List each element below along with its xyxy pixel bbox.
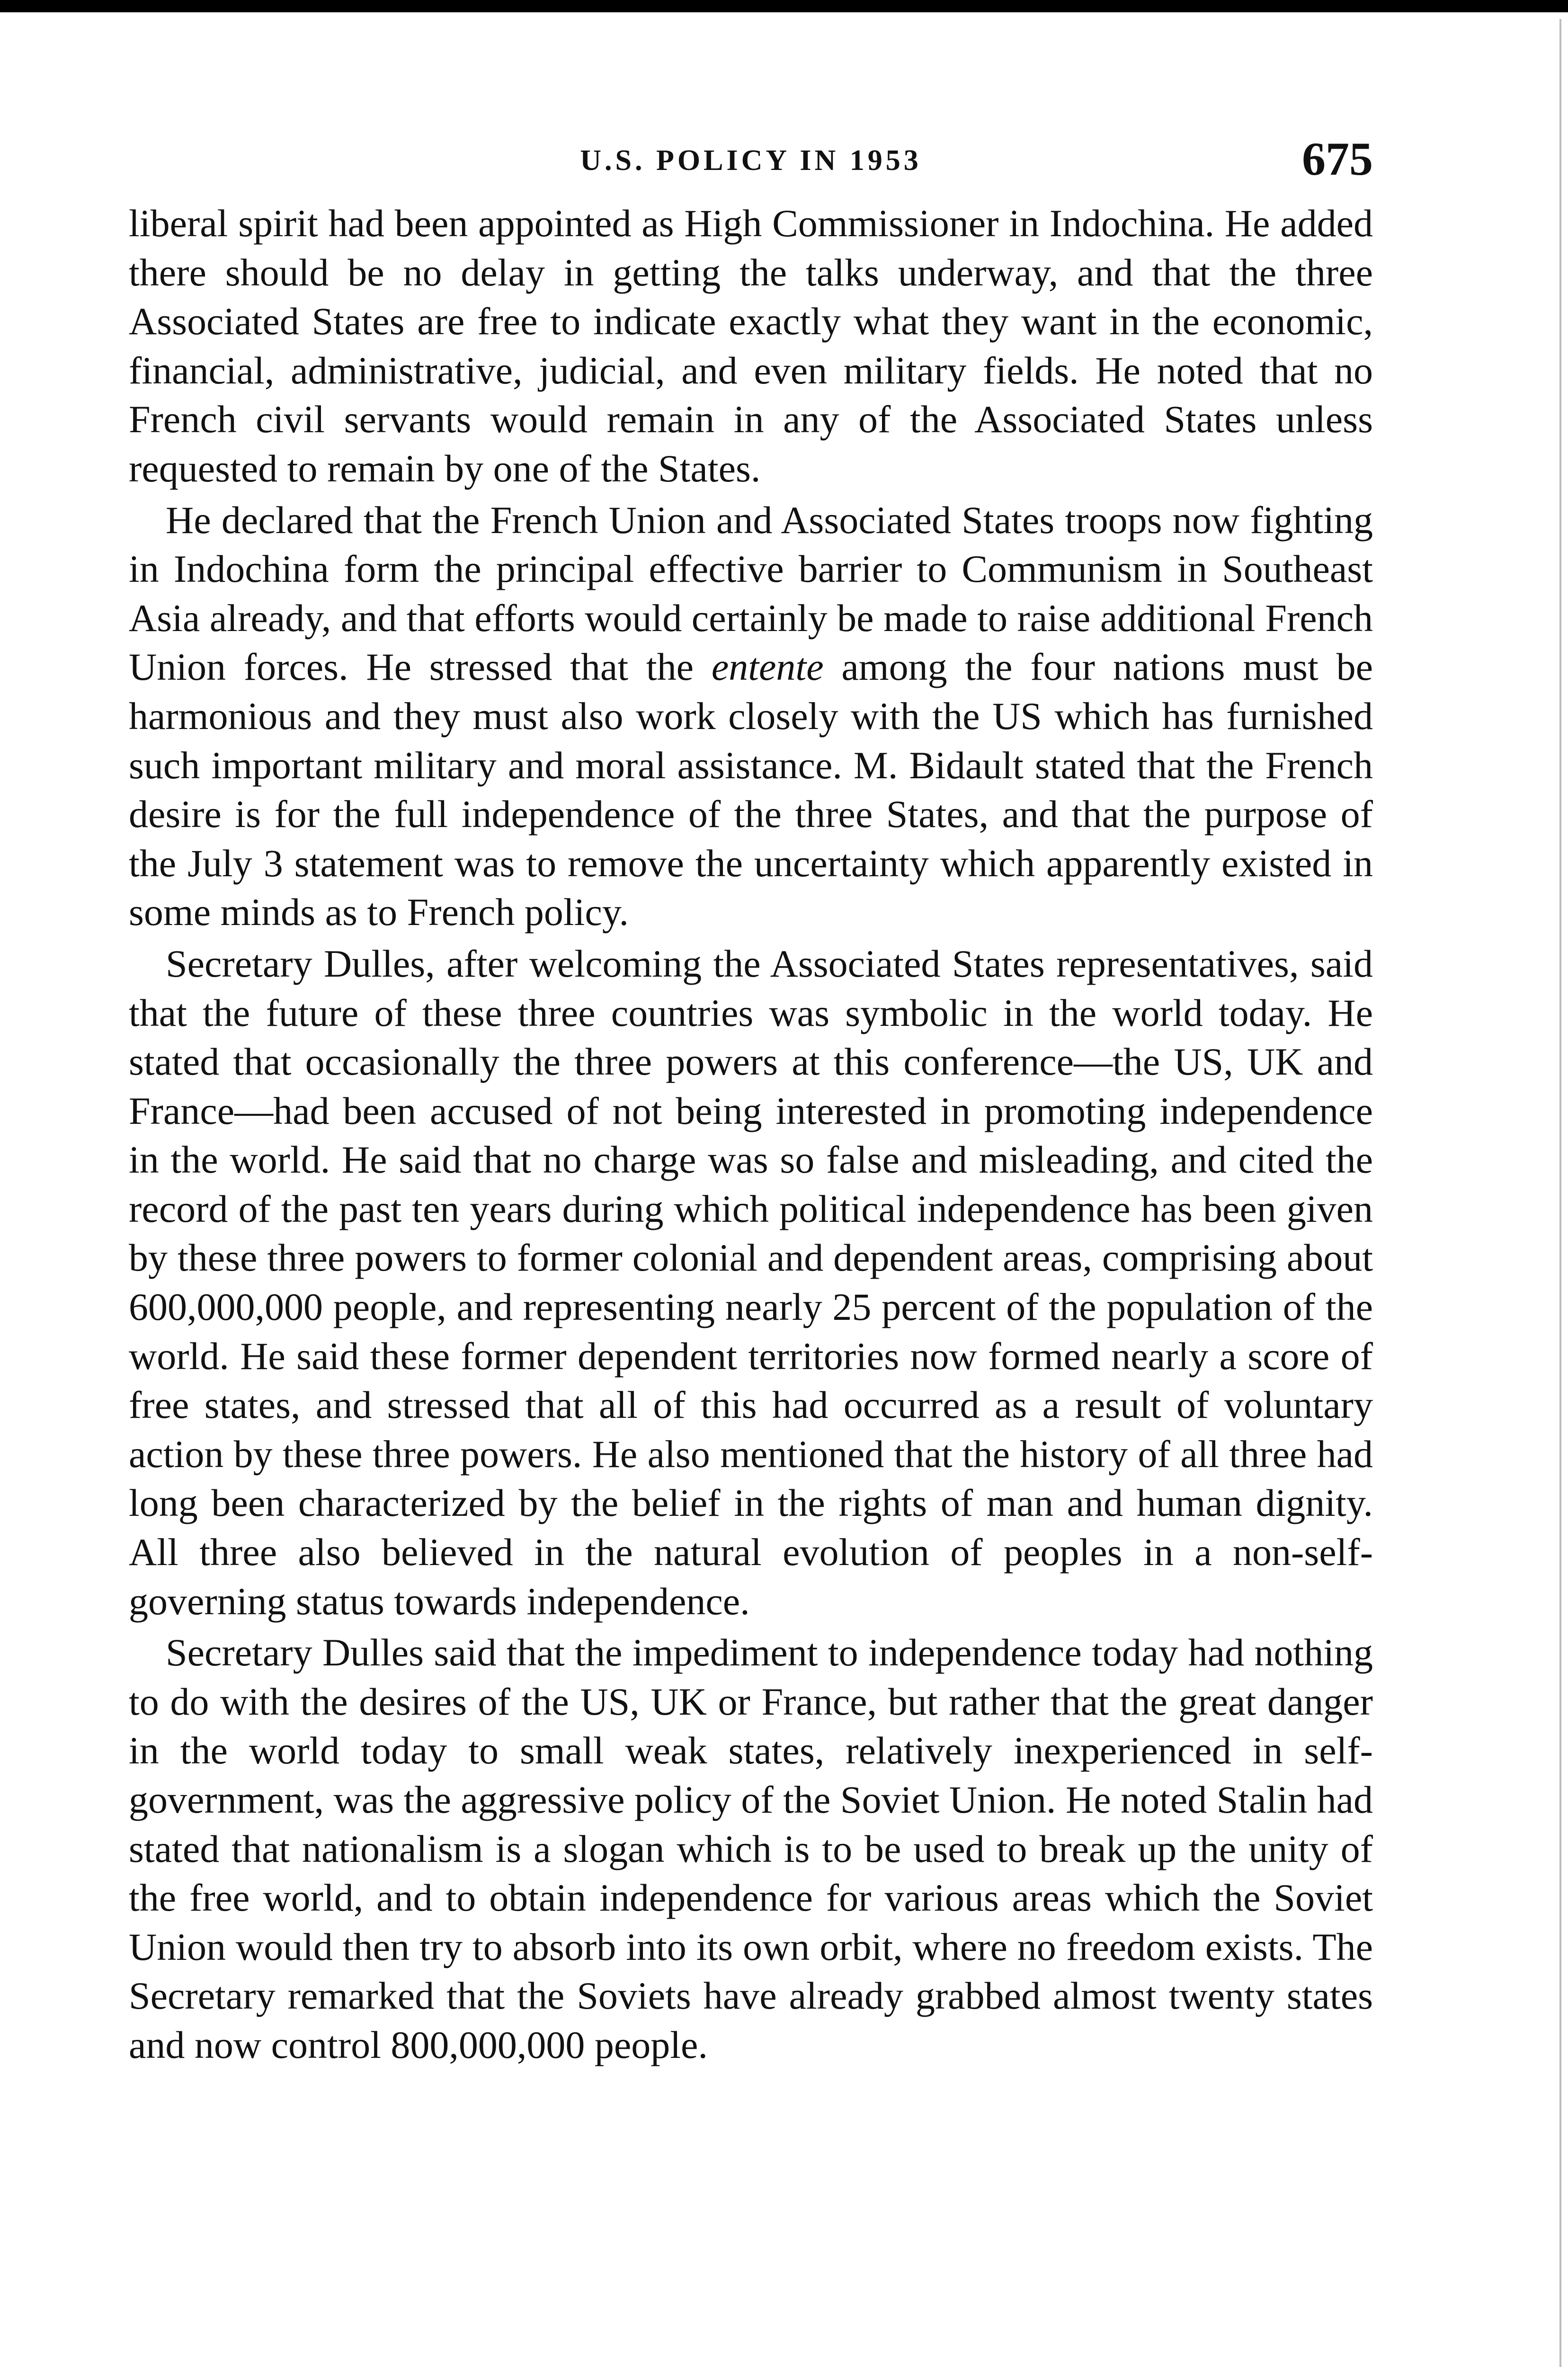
- paragraph-text-start: He declared that the French Union and Associated States troops now fighting in Indochina form the principal effective barrier to Communism in Southeast Asia already, and that efforts would certainly be made to raise additional French Union forces. He stressed that the: [129, 498, 1373, 689]
- running-title: U.S. POLICY IN 1953: [580, 144, 922, 177]
- italic-term: entente: [711, 645, 824, 689]
- paragraph-dulles-impediment: Secretary Dulles said that the impediment to independence today had nothing to do with the desires of the US, UK or France, but rather that the great danger in the world today to small weak states, relatively inexperienced in self-government, was the aggressive policy of the Soviet Union. He noted Stalin had stated that nationalism is a slogan which is to be used to break up the unity of the free world, and to obtain independence for various areas which the Soviet Union would then try to absorb into its own orbit, where no freedom exists. The Secretary remarked that the Soviets have already grabbed almost twenty states and now control 800,000,000 people.: [129, 1631, 1373, 2066]
- running-header: [129, 128, 1373, 199]
- paragraph-text-end: among the four nations must be harmonious and they must also work closely with the US which has furnished such important military and moral assistance. M. Bidault stated that the French desire is for the full independence of the three States, and that the purpose of the July 3 statement was to remove the uncertainty which apparently existed in some minds as to French policy.: [129, 645, 1373, 934]
- page-edge-shadow: [1559, 19, 1561, 2367]
- body-text: [129, 199, 1373, 2070]
- paragraph-bidault: [129, 496, 1373, 937]
- paragraph-dulles-welcome: Secretary Dulles, after welcoming the Associated States representatives, said that the future of these three countries was symbolic in the world today. He stated that occasionally the three powers at this conference—the US, UK and France—had been accused of not being interested in promoting independence in the world. He said that no charge was so false and misleading, and cited the record of the past ten years during which political independence has been given by these three powers to former colonial and dependent areas, comprising about 600,000,000 people, and representing nearly 25 percent of the population of the world. He said these former dependent territories now formed nearly a score of free states, and stressed that all of this had occurred as a result of voluntary action by these three powers. He also mentioned that the history of all three had long been characterized by the belief in the rights of man and human dignity. All three also believed in the natural evolution of peoples in a non-self-governing status towards independence.: [129, 942, 1373, 1623]
- page-number: 675: [1302, 133, 1373, 185]
- paragraph-continued: liberal spirit had been appointed as High Commissioner in Indochina. He added there should be no delay in getting the talks underway, and that the three Associated States are free to indicate exactly what they want in the economic, financial, administrative, judicial, and even military fields. He noted that no French civil servants would remain in any of the Associated States unless requested to remain by one of the States.: [129, 202, 1373, 490]
- top-edge-rule: [0, 0, 1568, 12]
- document-page: [129, 128, 1373, 2070]
